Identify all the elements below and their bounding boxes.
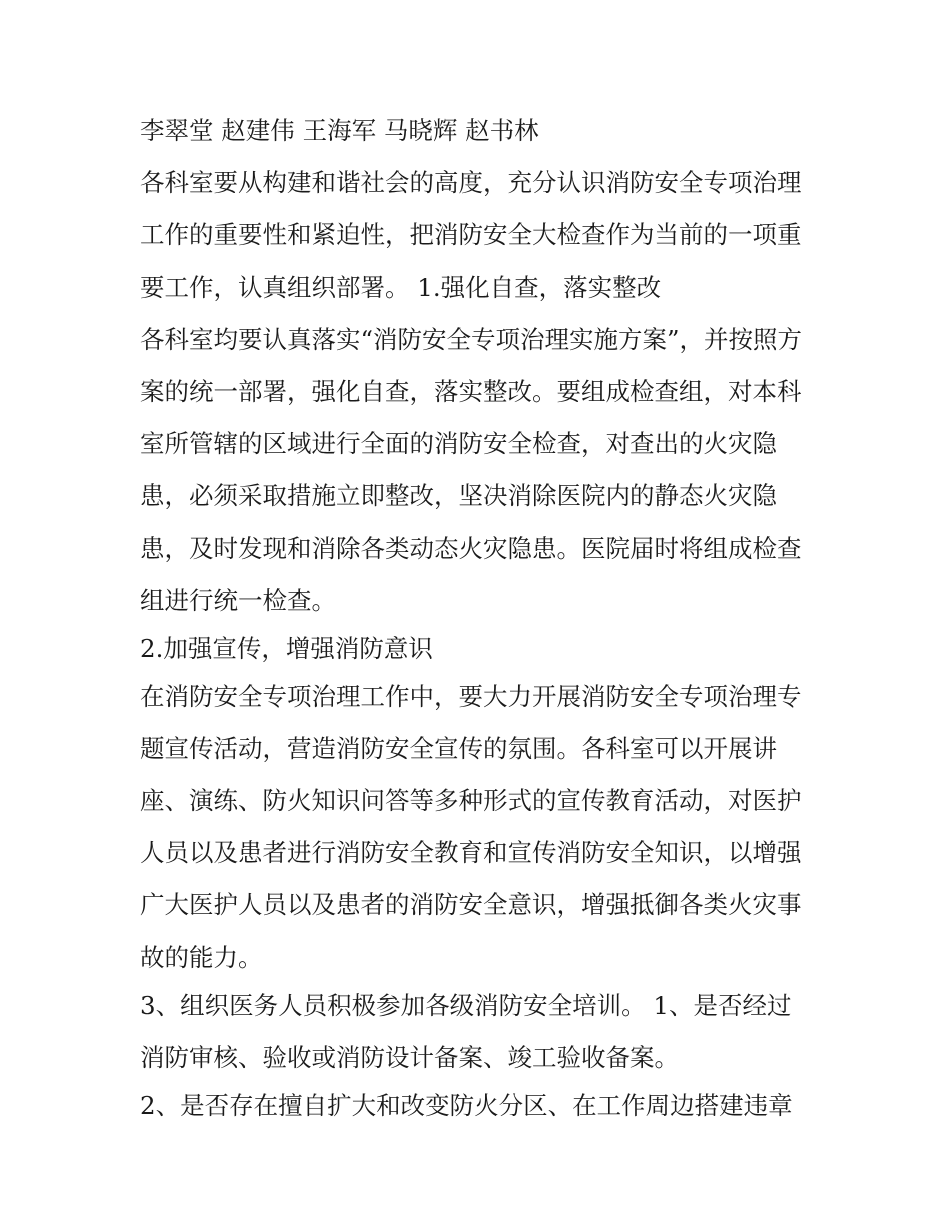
text-line: 患，及时发现和消除各类动态火灾隐患。医院届时将组成检查 <box>140 533 802 563</box>
text-line: 人员以及患者进行消防安全教育和宣传消防安全知识，以增强 <box>140 838 802 868</box>
text-line: 各科室要从构建和谐社会的高度，充分认识消防安全专项治理 <box>140 168 802 198</box>
text-line: 组进行统一检查。 <box>140 585 336 615</box>
text-line: 故的能力。 <box>140 942 263 972</box>
text-line: 题宣传活动，营造消防安全宣传的氛围。各科室可以开展讲 <box>140 733 777 763</box>
text-line: 消防审核、验收或消防设计备案、竣工验收备案。 <box>140 1042 679 1072</box>
text-line: 广大医护人员以及患者的消防安全意识，增强抵御各类火灾事 <box>140 890 802 920</box>
text-line: 案的统一部署，强化自查，落实整改。要组成检查组，对本科 <box>140 376 802 406</box>
text-line: 3、组织医务人员积极参加各级消防安全培训。 1、是否经过 <box>140 990 792 1020</box>
text-line: 座、演练、防火知识问答等多种形式的宣传教育活动，对医护 <box>140 786 802 816</box>
text-line: 工作的重要性和紧迫性，把消防安全大检查作为当前的一项重 <box>140 220 802 250</box>
text-line: 室所管辖的区域进行全面的消防安全检查，对查出的火灾隐 <box>140 429 777 459</box>
text-line: 在消防安全专项治理工作中，要大力开展消防安全专项治理专 <box>140 681 802 711</box>
section-heading: 2.加强宣传，增强消防意识 <box>140 633 433 663</box>
text-line: 要工作，认真组织部署。 1.强化自查，落实整改 <box>140 272 662 302</box>
text-line: 2、是否存在擅自扩大和改变防火分区、在工作周边搭建违章 <box>140 1090 793 1120</box>
text-line: 各科室均要认真落实“消防安全专项治理实施方案”，并按照方 <box>140 324 803 354</box>
text-line: 患，必须采取措施立即整改，坚决消除医院内的静态火灾隐 <box>140 481 777 511</box>
document-body <box>140 108 820 1135</box>
text-line: 李翠堂 赵建伟 王海军 马晓辉 赵书林 <box>140 116 539 145</box>
